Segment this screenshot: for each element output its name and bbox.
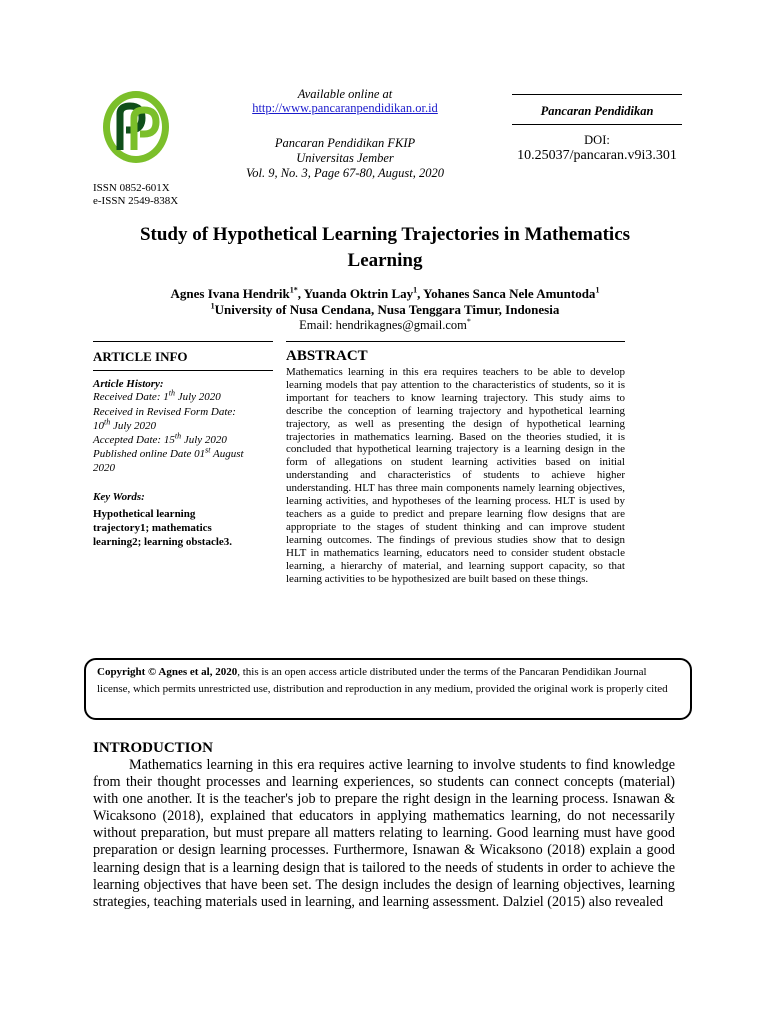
- revised-date-sup: th: [104, 417, 111, 427]
- journal-name-bottom-rule: [512, 124, 682, 125]
- author-superscript: 1: [595, 285, 600, 295]
- published-date-month: August: [210, 448, 244, 460]
- author-name: Yohanes Sanca Nele Amuntoda: [423, 286, 596, 301]
- author-name: Agnes Ivana Hendrik: [170, 286, 290, 301]
- eissn: e-ISSN 2549-838X: [93, 195, 179, 207]
- accepted-date-sup: th: [174, 431, 182, 441]
- author-superscript: 1*: [289, 285, 298, 295]
- volume-line: Vol. 9, No. 3, Page 67-80, August, 2020: [245, 166, 445, 180]
- publisher-line-2: Universitas Jember: [296, 151, 394, 165]
- revised-date-label: Received in Revised Form Date:: [93, 406, 236, 418]
- author-name: Yuanda Oktrin Lay: [303, 286, 414, 301]
- doi-value[interactable]: 10.25037/pancaran.v9i3.301: [517, 148, 677, 163]
- revised-date-text: 10: [93, 420, 104, 432]
- published-date: [93, 445, 271, 462]
- abstract-text: Mathematics learning in this era requires teachers to be able to develop learning models that pay attention to the characteristics of students, so it is important for teachers to know learning trajectory. This study aims to describe the conception of learning trajectory and hypothetical learning trajectory, as well as presenting the design of hypothetical learning trajectories in mathematics learning. Based on the theories studied, it is concluded that hypothetical learning trajectory is a learning design in the form of allegations on student learning activities based on initial understanding and characteristics of students to achieve higher understanding. HLT has three main components namely learning objectives, learning activities, and hypotheses of the learning process. HLT is used by teachers as a guide to predict and prepare learning flow designs that are appropriate to the stages of student thinking and can improve student learning outcomes. The findings of previous studies show that to design HLT in mathematics learning, educators need to consider student obstacle learning, a hierarchy of material, and learning support capacity, so that learning activities to be hypothesized are built based on these things.: [286, 366, 625, 585]
- received-date-sup: th: [168, 388, 175, 398]
- article-info-heading: ARTICLE INFO: [93, 349, 188, 364]
- journal-logo: [100, 88, 172, 166]
- available-online-label: Available online at: [297, 87, 393, 101]
- received-date-month: July 2020: [174, 391, 221, 403]
- email-superscript: *: [466, 316, 471, 326]
- abstract-heading: ABSTRACT: [286, 348, 368, 364]
- introduction-body: [93, 757, 675, 911]
- corresponding-email: [90, 318, 680, 333]
- email-text[interactable]: Email: hendrikagnes@gmail.com: [299, 318, 467, 332]
- paper-title: [90, 222, 680, 274]
- keywords-line: learning2; learning obstacle3.: [93, 536, 233, 548]
- copyright-notice: [97, 664, 682, 697]
- keywords-line: trajectory1; mathematics: [93, 522, 212, 534]
- copyright-holder: Copyright © Agnes et al, 2020: [97, 666, 238, 678]
- published-date-year: 2020: [93, 462, 115, 474]
- issn: ISSN 0852-601X: [93, 182, 170, 194]
- affiliation: University of Nusa Cendana, Nusa Tenggara Timur, Indonesia: [214, 302, 560, 317]
- published-date-text: Published online Date 01: [93, 448, 206, 460]
- paper-title-line-1: Study of Hypothetical Learning Trajectories in Mathematics: [139, 224, 631, 245]
- article-info-bottom-rule: [93, 370, 273, 371]
- publisher-line-1: Pancaran Pendidikan FKIP: [274, 136, 416, 150]
- journal-name: Pancaran Pendidikan: [540, 104, 654, 118]
- doi-label: DOI:: [584, 133, 610, 147]
- keywords-line: Hypothetical learning: [93, 508, 196, 520]
- paper-title-line-2: Learning: [347, 250, 423, 271]
- article-info-top-rule: [93, 341, 273, 342]
- published-date-sup: st: [205, 445, 211, 455]
- accepted-date: [93, 431, 271, 448]
- journal-url-link[interactable]: http://www.pancaranpendidikan.or.id: [252, 101, 438, 115]
- introduction-heading: INTRODUCTION: [93, 740, 214, 756]
- article-history-label: Article History:: [93, 378, 164, 390]
- affiliation-superscript: 1: [210, 301, 215, 311]
- copyright-license-text: , this is an open access article distributed under the terms of the Pancaran Pendidikan Journal license, which permits unrestricted use, distribution and reproduction in any medium, provided the original work is properly cited: [97, 666, 668, 695]
- accepted-date-text: Accepted Date: 15: [93, 434, 175, 446]
- journal-url-line: [230, 101, 460, 116]
- journal-name-top-rule: [512, 94, 682, 95]
- received-date-text: Received Date: 1: [93, 391, 169, 403]
- revised-date: [93, 417, 271, 434]
- author-list: Agnes Ivana Hendrik$^{1*}$, Yuanda Oktrin Lay$^1$, Yohanes Sanca Nele Amuntoda$^1$ $^1$University of Nusa Cendana, Nusa Tenggara Timur, Indonesia: [170, 285, 600, 317]
- introduction-text: Mathematics learning in this era requires active learning to involve students to find knowledge from their thought processes and learning experiences, so students can connect concepts (material) with one another. It is the teacher's job to prepare the right design in the learning process. Isnawan & Wicaksono (2018), explained that educators in applying mathematics learning, do not necessarily without preparation, but must prepare all matters relating to learning. Good learning must have good preparation or design learning processes. Furthermore, Isnawan & Wicaksono (2018) explain a good learning design that is a learning design that is tailored to the needs of students in order to achieve the learning objectives that have been set. The design includes the design of learning objectives, learning strategies, teaching materials used in learning, and learning assessment. Dalziel (2015) also revealed: [93, 757, 675, 910]
- keywords-label: Key Words:: [93, 491, 145, 503]
- received-date: [93, 388, 271, 405]
- abstract-top-rule: [286, 341, 625, 342]
- accepted-date-month: July 2020: [181, 434, 227, 446]
- revised-date-month: July 2020: [110, 420, 157, 432]
- author-superscript: 1: [413, 285, 418, 295]
